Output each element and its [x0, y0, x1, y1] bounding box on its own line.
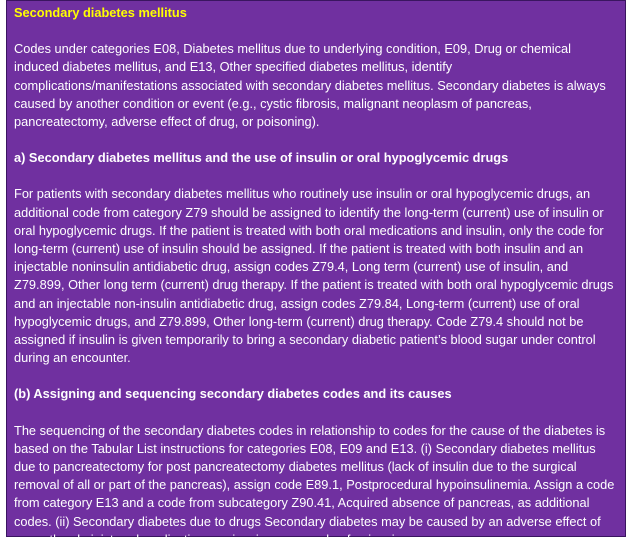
- section-a-heading: a) Secondary diabetes mellitus and the use of insulin or oral hypoglycemic drugs: [14, 150, 509, 166]
- section-a-body: For patients with secondary diabetes mellitus who routinely use insulin or oral hypoglycemic drugs, an additional code from category Z79 should be assigned to identify the long-term (current) use of insulin or oral hypoglycemic drugs. If the patient is treated with both oral medications and insulin, only the code for long-term (current) use of insulin should be assigned. If the patient is treated with both insulin and an injectable noninsulin antidiabetic drug, assign codes Z79.4, Long term (current) use of insulin, and Z79.899, Other long term (current) drug therapy. If the patient is treated with both oral hypoglycemic drugs and an injectable non-insulin antidiabetic drug, assign codes Z79.84, Long-term (current) use of oral hypoglycemic drugs, and Z79.899, Other long-term (current) drug therapy. Code Z79.4 should not be assigned if insulin is given temporarily to bring a secondary diabetic patient’s blood sugar under control during an encounter.: [14, 186, 614, 366]
- section-b-body: The sequencing of the secondary diabetes codes in relationship to codes for the cause of the diabetes is based on the Tabular List instructions for categories E08, E09 and E13. (i) Secondary diabetes mellitus due to pancreatectomy for post pancreatectomy diabetes mellitus (lack of insulin due to the surgical removal of all or part of the pancreas), assign code E89.1, Postprocedural hypoinsulinemia. Assign a code from category E13 and a code from subcategory Z90.41, Acquired absence of pancreas, as additional codes. (ii) Secondary diabetes due to drugs Secondary diabetes may be caused by an adverse effect of correctly administered medications, poisoning or sequela of poisoning.: [14, 422, 615, 547]
- intro-paragraph: Codes under categories E08, Diabetes mellitus due to underlying condition, E09, Drug or chemical induced diabetes mellitus, and E13, Other specified diabetes mellitus, identify complications/manifestations associated with secondary diabetes mellitus. Secondary diabetes is always caused by another condition or event (e.g., cystic fibrosis, malignant neoplasm of pancreas, pancreatectomy, adverse effect of drug, or poisoning).: [14, 41, 606, 130]
- content-panel: [6, 0, 626, 547]
- section-b-heading: (b) Assigning and sequencing secondary diabetes codes and its causes: [14, 386, 452, 402]
- page-title: Secondary diabetes mellitus: [14, 5, 187, 20]
